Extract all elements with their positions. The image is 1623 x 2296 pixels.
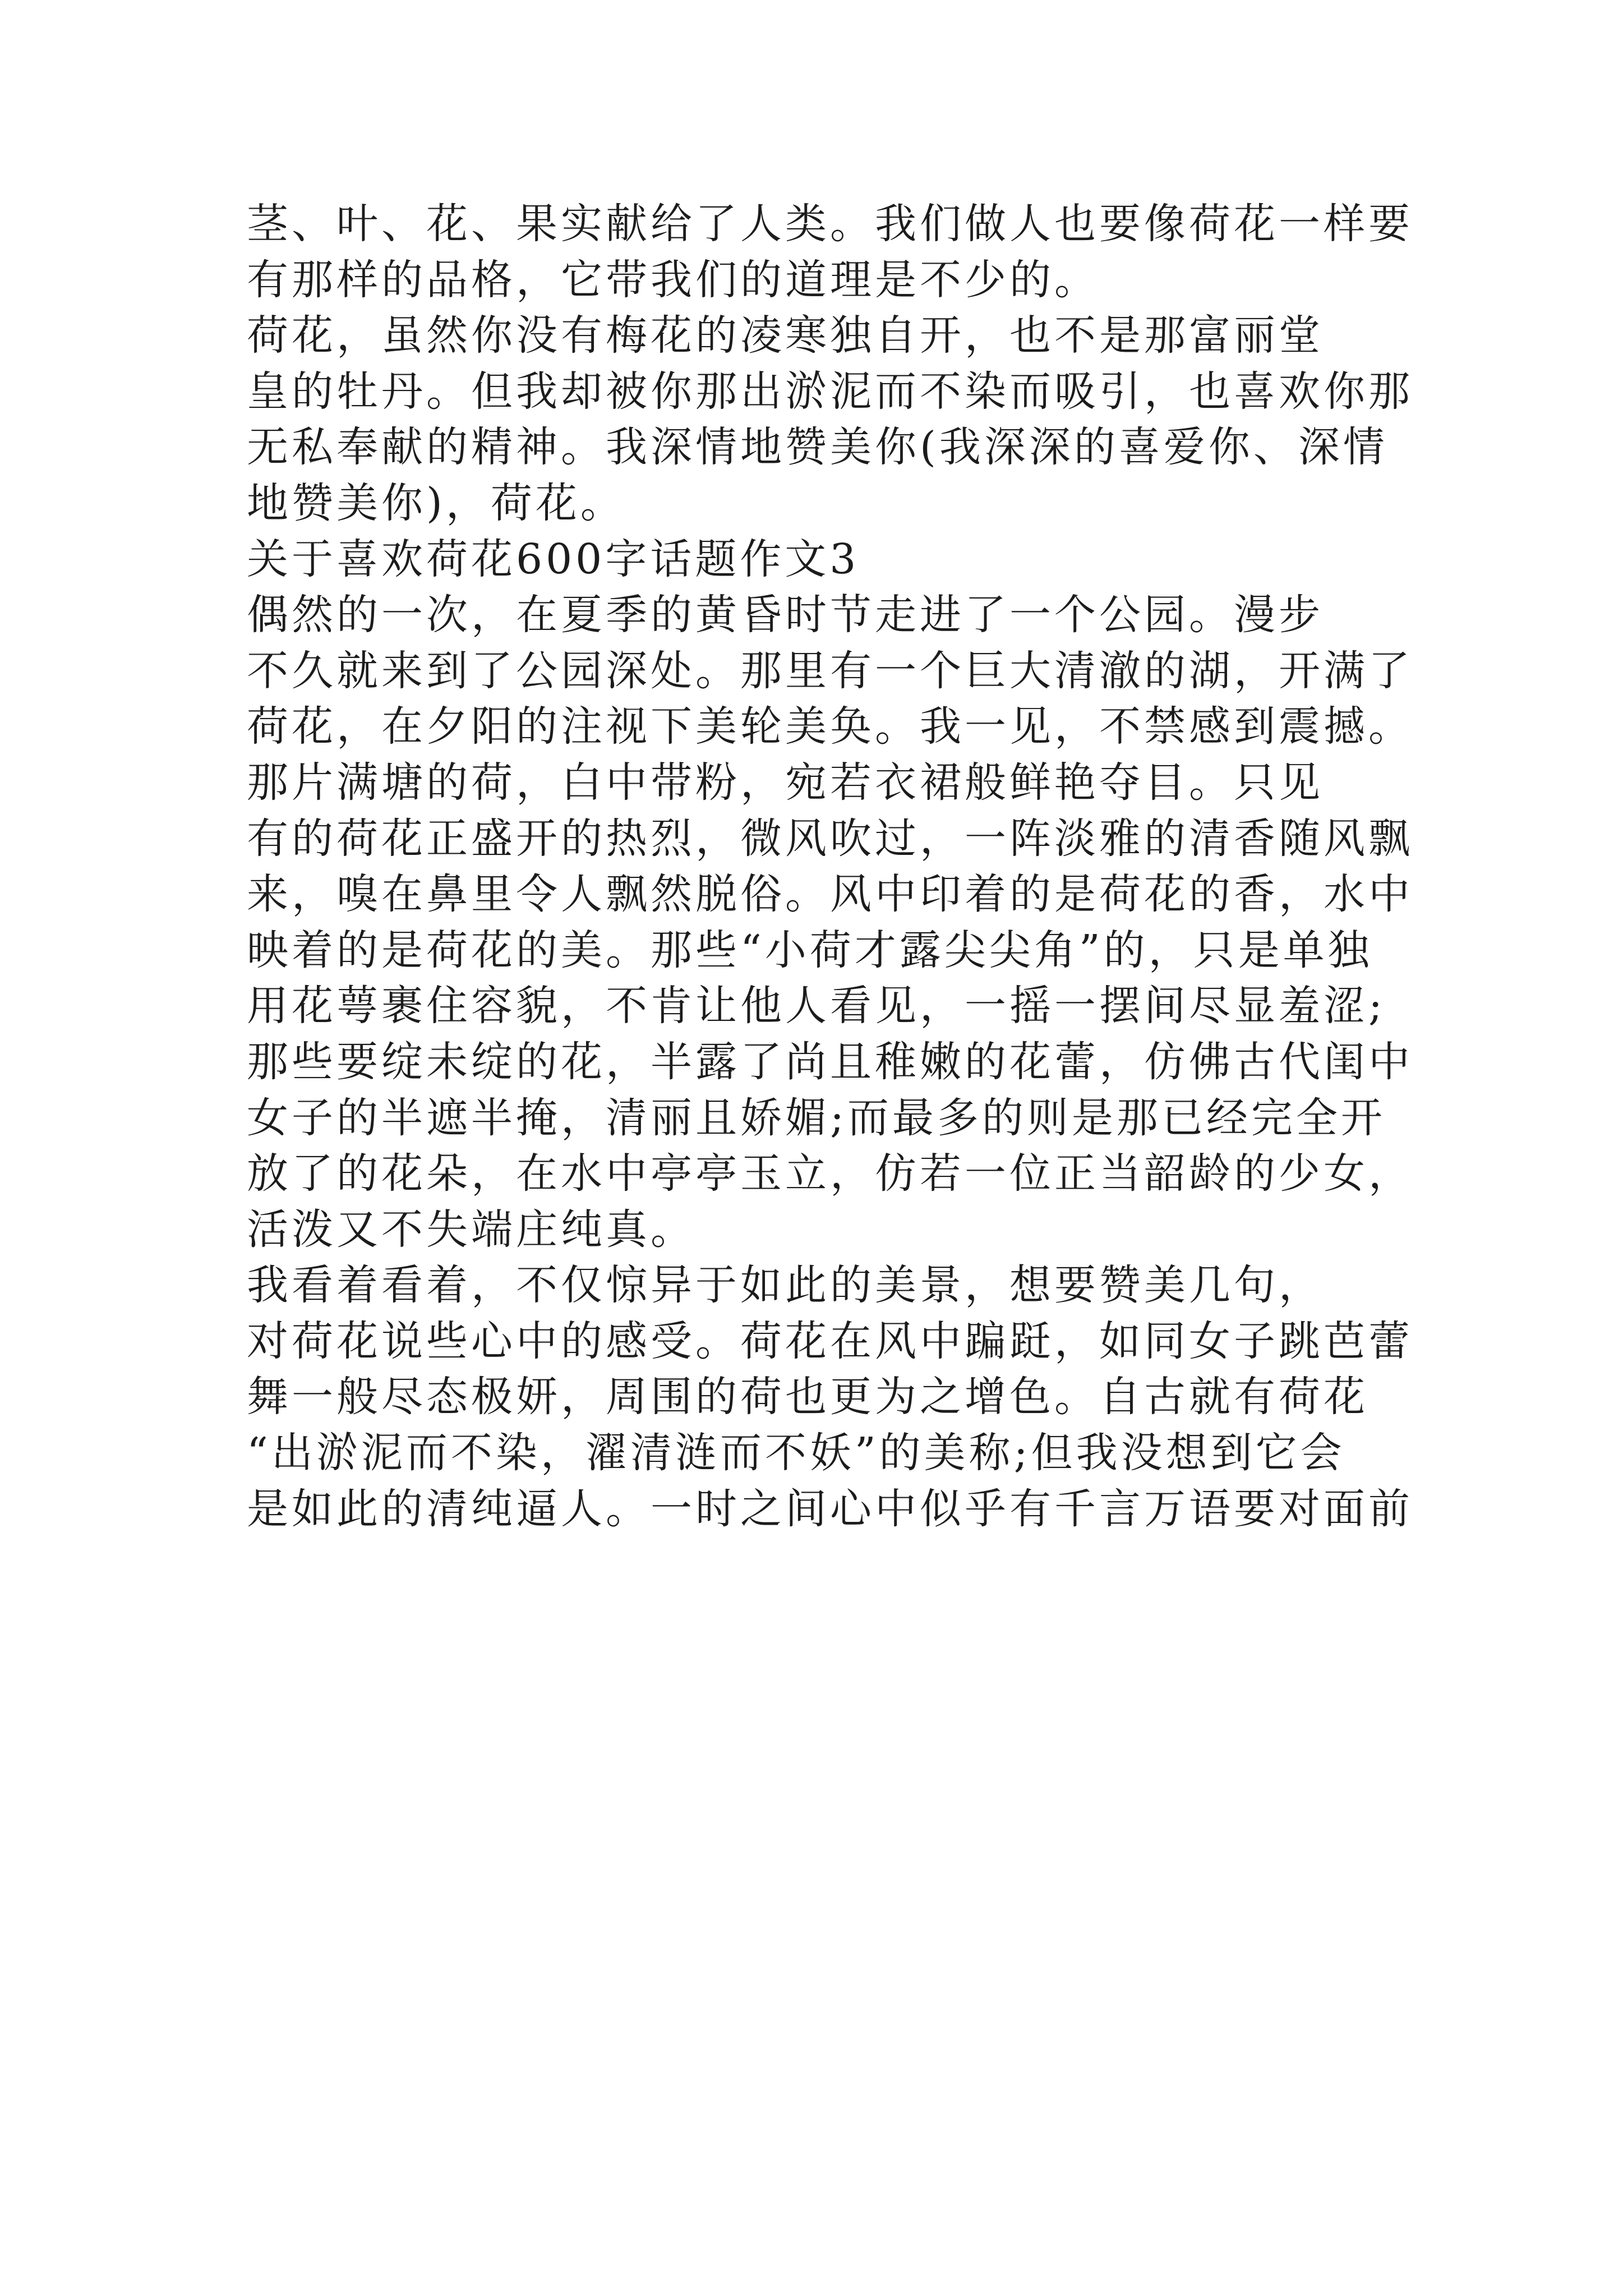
text-line: 女子的半遮半掩，清丽且娇媚;而最多的则是那已经完全开 xyxy=(247,1093,1386,1142)
paragraph-start-line: 偶然的一次，在夏季的黄昏时节走进了一个公园。漫步 xyxy=(247,591,1324,639)
text-line: 皇的牡丹。但我却被你那出淤泥而不染而吸引，也喜欢你那 xyxy=(247,367,1413,416)
text-line: 放了的花朵，在水中亭亭玉立，仿若一位正当韶龄的少女， xyxy=(247,1149,1413,1198)
text-line: 活泼又不失端庄纯真。 xyxy=(247,1205,695,1254)
text-line: 是如此的清纯逼人。一时之间心中似乎有千言万语要对面前 xyxy=(247,1484,1413,1533)
text-line: 对荷花说些心中的感受。荷花在风中蹁跹，如同女子跳芭蕾 xyxy=(247,1317,1413,1365)
text-line: 用花萼裹住容貌，不肯让他人看见，一摇一摆间尽显羞涩; xyxy=(247,982,1386,1030)
text-line: 来，嗅在鼻里令人飘然脱俗。风中印着的是荷花的香，水中 xyxy=(247,870,1413,919)
text-line: 无私奉献的精神。我深情地赞美你(我深深的喜爱你、深情 xyxy=(247,423,1388,472)
text-line: 茎、叶、花、果实献给了人类。我们做人也要像荷花一样要 xyxy=(247,200,1413,248)
text-line: 有的荷花正盛开的热烈，微风吹过，一阵淡雅的清香随风飘 xyxy=(247,814,1413,863)
paragraph-start-line: 我看着看着，不仅惊异于如此的美景，想要赞美几句， xyxy=(247,1261,1324,1310)
essay-body xyxy=(247,196,1413,1537)
text-line: 荷花，在夕阳的注视下美轮美奂。我一见，不禁感到震撼。 xyxy=(247,702,1413,751)
text-line: 映着的是荷花的美。那些“小荷才露尖尖角”的，只是单独 xyxy=(247,926,1373,974)
paragraph-start-line: 那片满塘的荷，白中带粉，宛若衣裙般鲜艳夺目。只见 xyxy=(247,758,1324,807)
text-line: 地赞美你)，荷花。 xyxy=(247,478,625,527)
paragraph-start-line: 荷花，虽然你没有梅花的凌寒独自开，也不是那富丽堂 xyxy=(247,311,1324,360)
text-line: 那些要绽未绽的花，半露了尚且稚嫩的花蕾，仿佛古代闺中 xyxy=(247,1037,1413,1086)
text-line: “出淤泥而不染，濯清涟而不妖”的美称;但我没想到它会 xyxy=(247,1429,1345,1478)
text-line: 有那样的品格，它带我们的道理是不少的。 xyxy=(247,255,1099,304)
text-line: 舞一般尽态极妍，周围的荷也更为之增色。自古就有荷花 xyxy=(247,1373,1368,1421)
section-heading: 关于喜欢荷花600字话题作文3 xyxy=(247,535,860,583)
text-line: 不久就来到了公园深处。那里有一个巨大清澈的湖，开满了 xyxy=(247,646,1413,695)
